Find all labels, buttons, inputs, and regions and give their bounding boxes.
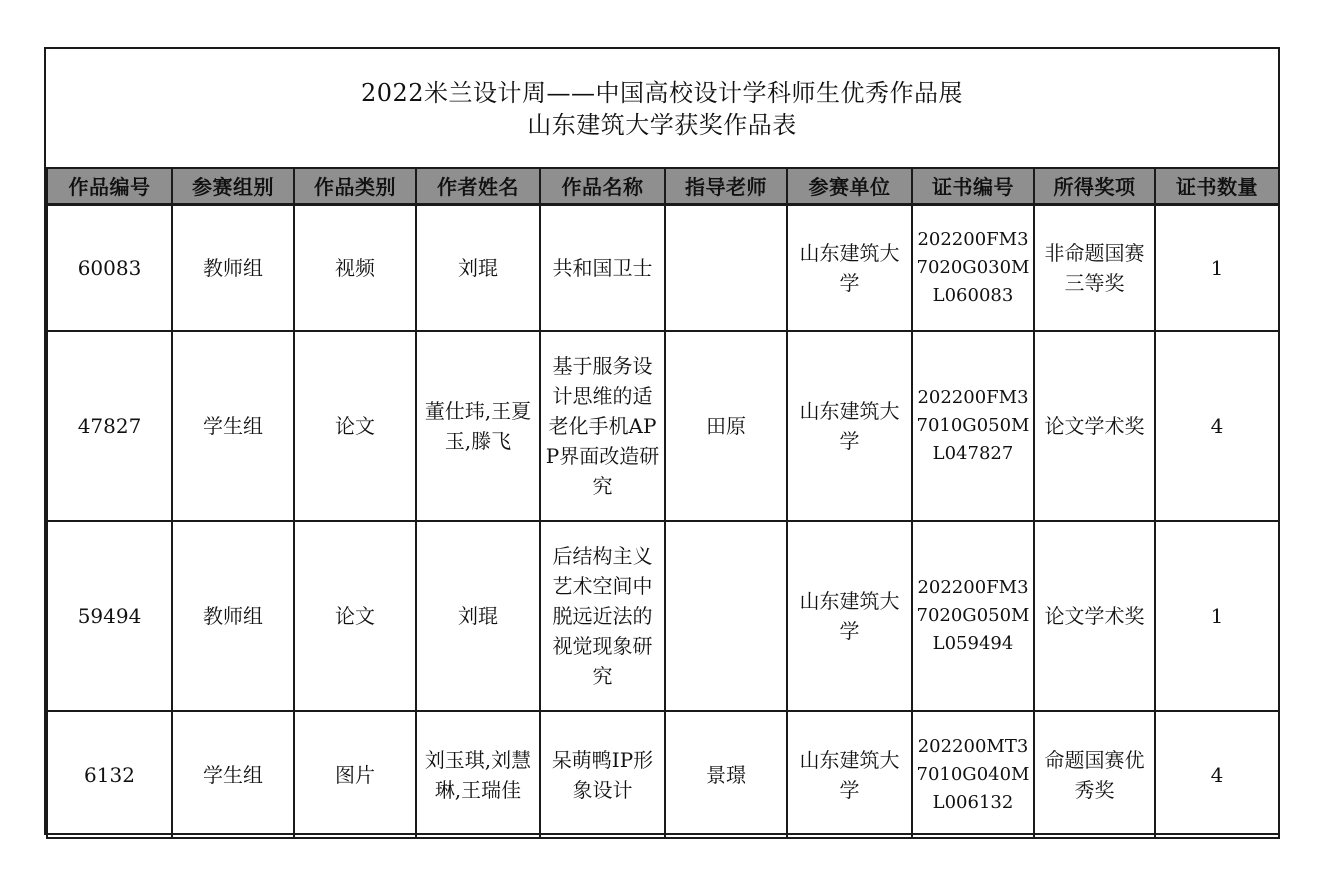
column-header: 证书数量 — [1155, 168, 1279, 204]
work-title-cell — [540, 331, 665, 521]
cert-number-cell — [912, 204, 1034, 331]
advisor: 景璟 — [706, 762, 746, 787]
column-header: 作品编号 — [47, 168, 172, 204]
group: 学生组 — [203, 762, 263, 787]
column-header: 所得奖项 — [1034, 168, 1155, 204]
group-cell — [172, 711, 294, 838]
unit-cell — [787, 331, 912, 521]
award: 非命题国赛三等奖 — [1044, 240, 1145, 295]
advisor-cell — [665, 331, 787, 521]
advisor: 田原 — [706, 414, 746, 438]
column-header: 作者姓名 — [416, 168, 540, 204]
unit: 山东建筑大学 — [799, 240, 900, 295]
cert-number: 202200FM37020G050ML059494 — [916, 577, 1030, 654]
award-cell — [1034, 521, 1155, 711]
authors-cell — [416, 711, 540, 838]
column-header: 证书编号 — [912, 168, 1034, 204]
group: 教师组 — [203, 604, 263, 628]
cert-count: 1 — [1210, 604, 1224, 628]
authors-cell — [416, 204, 540, 331]
group: 教师组 — [203, 255, 263, 280]
group: 学生组 — [203, 414, 263, 438]
group-cell — [172, 521, 294, 711]
document-subtitle: 山东建筑大学获奖作品表 — [527, 111, 797, 139]
cert-number: 202200MT37010G040ML006132 — [916, 735, 1030, 813]
table-row — [47, 331, 1279, 521]
authors-cell — [416, 331, 540, 521]
work-id-cell — [47, 711, 172, 838]
unit: 山东建筑大学 — [799, 399, 900, 453]
work-id-cell — [47, 331, 172, 521]
work-id-cell — [47, 204, 172, 331]
table-row — [47, 711, 1279, 838]
advisor-cell — [665, 711, 787, 838]
award: 论文学术奖 — [1044, 414, 1145, 438]
group-cell — [172, 204, 294, 331]
work-title: 共和国卫士 — [552, 255, 653, 280]
column-header: 参赛组别 — [172, 168, 294, 204]
award-cell — [1034, 331, 1155, 521]
cert-count-cell — [1155, 204, 1279, 331]
work-id-cell — [47, 521, 172, 711]
unit-cell — [787, 521, 912, 711]
work-title-cell — [540, 204, 665, 331]
document-title: 2022米兰设计周——中国高校设计学科师生优秀作品展 — [360, 79, 964, 107]
column-header: 作品名称 — [540, 168, 665, 204]
award-cell — [1034, 711, 1155, 838]
cert-count-cell — [1155, 521, 1279, 711]
category: 视频 — [335, 255, 375, 280]
work-id: 59494 — [77, 604, 142, 628]
work-title: 呆萌鸭IP形象设计 — [551, 747, 654, 802]
table-row — [47, 521, 1279, 711]
header-row — [47, 168, 1279, 204]
authors-cell — [416, 521, 540, 711]
unit-cell — [787, 711, 912, 838]
cert-count: 4 — [1210, 414, 1224, 438]
cert-count: 1 — [1210, 255, 1224, 280]
awards-table — [46, 167, 1280, 839]
column-header: 指导老师 — [665, 168, 787, 204]
work-id: 47827 — [77, 414, 142, 438]
cert-count-cell — [1155, 711, 1279, 838]
award: 命题国赛优秀奖 — [1044, 747, 1145, 802]
title-block — [46, 49, 1278, 167]
award-cell — [1034, 204, 1155, 331]
category: 图片 — [335, 762, 375, 787]
work-id: 6132 — [84, 762, 135, 787]
work-title-cell — [540, 711, 665, 838]
column-header: 作品类别 — [294, 168, 416, 204]
cert-number-cell — [912, 331, 1034, 521]
category: 论文 — [335, 414, 375, 438]
category-cell — [294, 204, 416, 331]
category: 论文 — [335, 604, 375, 628]
award: 论文学术奖 — [1044, 604, 1145, 628]
cert-number-cell — [912, 711, 1034, 838]
advisor-cell — [665, 521, 787, 711]
authors: 刘玉琪,刘慧琳,王瑞佳 — [424, 747, 532, 802]
table-row — [47, 204, 1279, 331]
authors: 刘琨 — [458, 255, 498, 280]
work-title: 后结构主义艺术空间中脱远近法的视觉现象研究 — [552, 544, 653, 688]
unit: 山东建筑大学 — [799, 589, 900, 643]
column-header: 参赛单位 — [787, 168, 912, 204]
award-sheet — [44, 47, 1280, 835]
work-id: 60083 — [77, 255, 142, 280]
group-cell — [172, 331, 294, 521]
category-cell — [294, 331, 416, 521]
cert-number: 202200FM37010G050ML047827 — [916, 387, 1030, 464]
category-cell — [294, 711, 416, 838]
work-title-cell — [540, 521, 665, 711]
cert-number-cell — [912, 521, 1034, 711]
cert-number: 202200FM37020G030ML060083 — [916, 228, 1030, 306]
category-cell — [294, 521, 416, 711]
authors: 刘琨 — [458, 604, 498, 628]
unit: 山东建筑大学 — [799, 747, 900, 802]
cert-count-cell — [1155, 331, 1279, 521]
advisor-cell — [665, 204, 787, 331]
work-title: 基于服务设计思维的适老化手机APP界面改造研究 — [545, 354, 660, 498]
unit-cell — [787, 204, 912, 331]
authors: 董仕玮,王夏玉,滕飞 — [424, 399, 532, 453]
cert-count: 4 — [1210, 762, 1224, 787]
